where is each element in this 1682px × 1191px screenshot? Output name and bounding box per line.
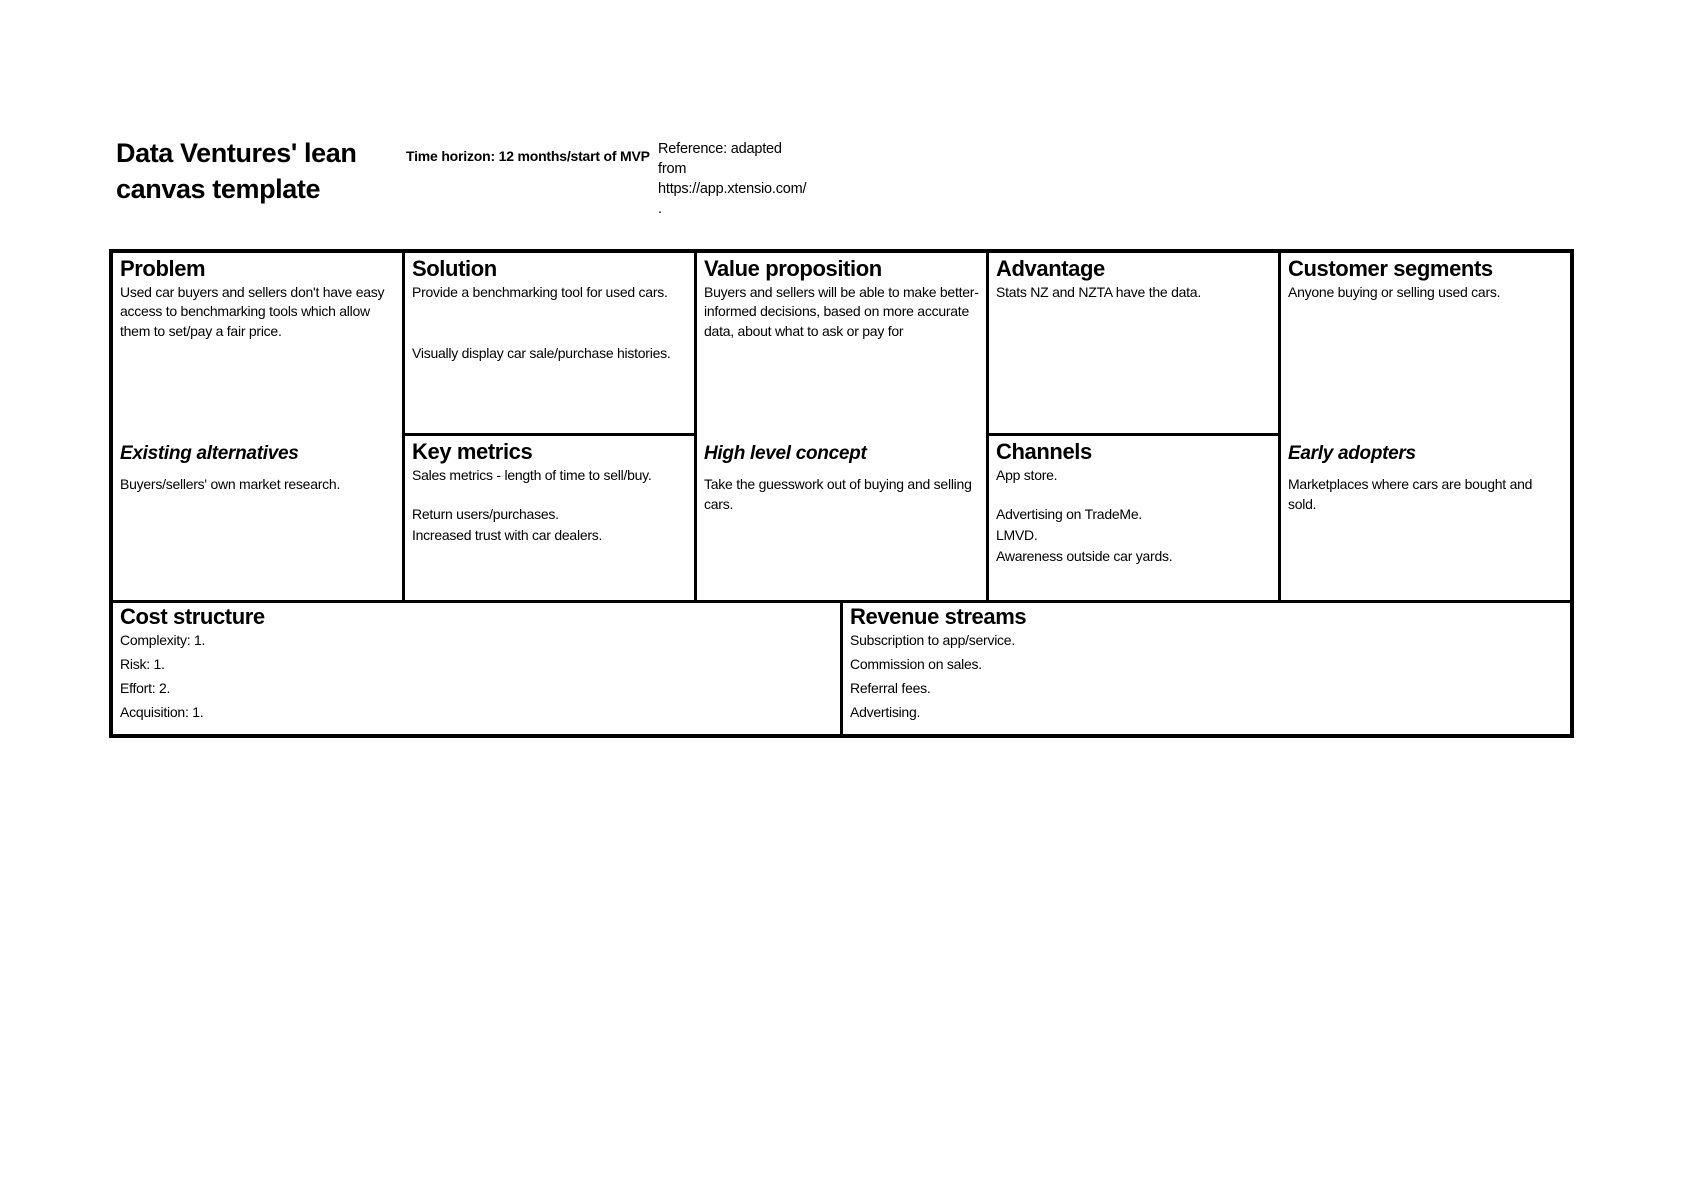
- canvas-bottom-row: [113, 600, 1570, 734]
- early-adopters-heading: Early adopters: [1288, 443, 1416, 464]
- problem-cell: [113, 253, 405, 600]
- value-proposition-body: Buyers and sellers will be able to make better-informed decisions, based on more accurate data, about what to ask or pay for: [704, 283, 979, 340]
- canvas-upper-rows: [113, 253, 1570, 600]
- channels-heading: Channels: [996, 439, 1092, 464]
- advantage-cell: [989, 253, 1278, 436]
- key-metrics-paragraph: Return users/purchases.: [412, 506, 559, 523]
- existing-alternatives-section: [113, 436, 402, 600]
- cost-structure-item: Acquisition: 1.: [120, 703, 204, 720]
- channels-item: LMVD.: [996, 527, 1038, 544]
- problem-heading: Problem: [120, 256, 206, 281]
- customer-segments-cell: [1281, 253, 1570, 600]
- revenue-streams-item: Commission on sales.: [850, 656, 982, 673]
- key-metrics-cell: [405, 436, 694, 600]
- customer-segments-heading: Customer segments: [1288, 256, 1493, 281]
- cost-structure-item: Complexity: 1.: [120, 632, 206, 649]
- key-metrics-paragraph: Sales metrics - length of time to sell/buy.: [412, 466, 652, 483]
- solution-paragraph: Visually display car sale/purchase histories.: [412, 345, 671, 362]
- solution-column: [405, 253, 697, 600]
- solution-heading: Solution: [412, 256, 497, 281]
- customer-segments-body: Anyone buying or selling used cars.: [1288, 283, 1501, 300]
- cost-structure-heading: Cost structure: [120, 604, 265, 629]
- channels-item: Awareness outside car yards.: [996, 548, 1173, 565]
- revenue-streams-item: Subscription to app/service.: [850, 632, 1015, 649]
- cost-structure-item: Effort: 2.: [120, 680, 171, 697]
- existing-alternatives-heading: Existing alternatives: [120, 443, 299, 464]
- advantage-body: Stats NZ and NZTA have the data.: [996, 283, 1201, 300]
- value-proposition-cell: [697, 253, 989, 600]
- channels-item: Advertising on TradeMe.: [996, 506, 1142, 523]
- reference-note: Reference: adapted from https://app.xtensio.com/.: [658, 141, 807, 217]
- revenue-streams-cell: [843, 603, 1570, 734]
- high-level-concept-heading: High level concept: [704, 443, 867, 464]
- advantage-column: [989, 253, 1281, 600]
- channels-item: App store.: [996, 466, 1058, 483]
- lean-canvas-grid: [109, 249, 1574, 738]
- cost-structure-cell: [113, 603, 843, 734]
- time-horizon-label: Time horizon: 12 months/start of MVP: [406, 148, 650, 164]
- solution-paragraph: Provide a benchmarking tool for used cars.: [412, 283, 668, 300]
- early-adopters-body: Marketplaces where cars are bought and sold.: [1288, 475, 1533, 512]
- value-proposition-section: [697, 253, 986, 436]
- channels-cell: [989, 436, 1278, 600]
- revenue-streams-item: Advertising.: [850, 703, 921, 720]
- key-metrics-paragraph: Increased trust with car dealers.: [412, 527, 603, 544]
- value-proposition-heading: Value proposition: [704, 256, 882, 281]
- solution-cell: [405, 253, 694, 436]
- page-title: Data Ventures' lean canvas template: [116, 138, 357, 204]
- key-metrics-heading: Key metrics: [412, 439, 533, 464]
- high-level-concept-body: Take the guesswork out of buying and selling cars.: [704, 475, 972, 512]
- revenue-streams-item: Referral fees.: [850, 680, 931, 697]
- existing-alternatives-body: Buyers/sellers' own market research.: [120, 475, 341, 492]
- early-adopters-section: [1281, 436, 1570, 600]
- revenue-streams-heading: Revenue streams: [850, 604, 1027, 629]
- high-level-concept-section: [697, 436, 986, 600]
- problem-body: Used car buyers and sellers don't have easy access to benchmarking tools which allow them to set/pay a fair price.: [120, 283, 385, 340]
- customer-segments-section: [1281, 253, 1570, 436]
- problem-section: [113, 253, 402, 436]
- advantage-heading: Advantage: [996, 256, 1105, 281]
- cost-structure-item: Risk: 1.: [120, 656, 165, 673]
